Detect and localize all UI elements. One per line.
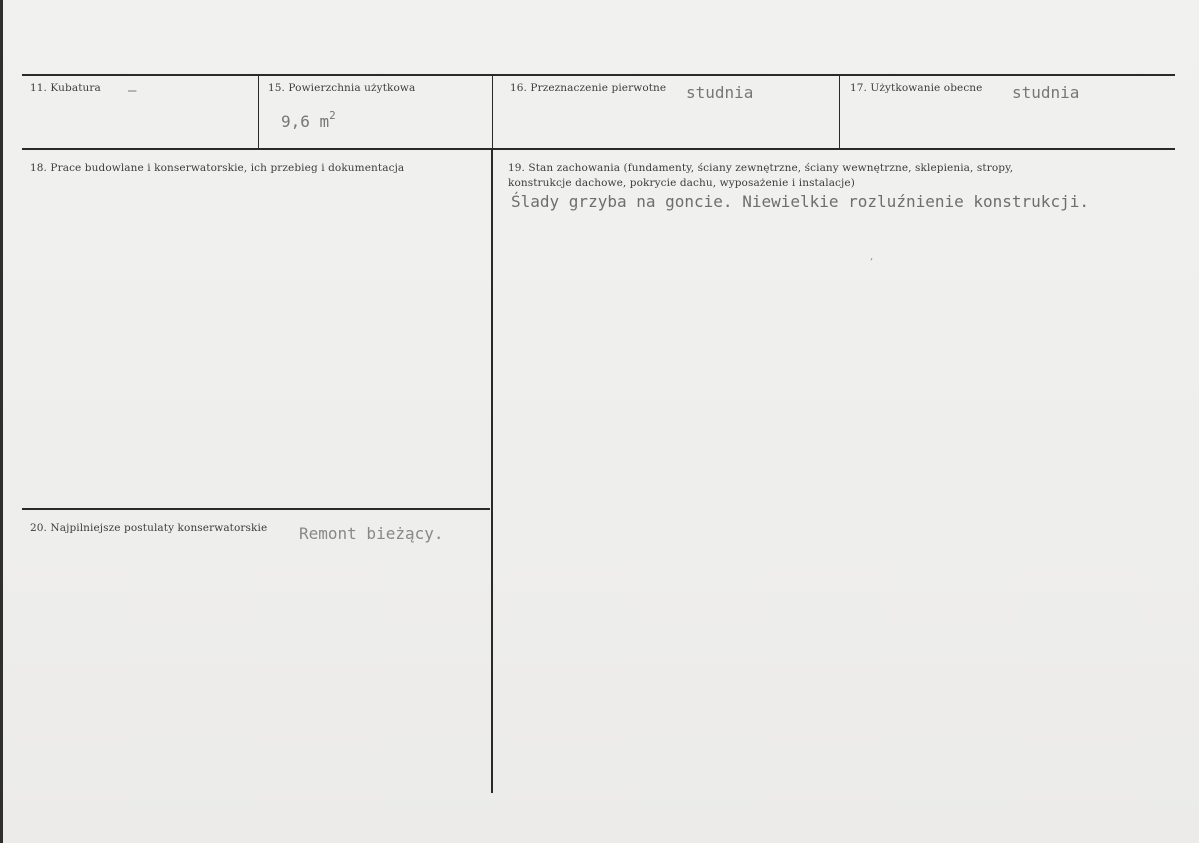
- field-20-value: Remont bieżący.: [299, 524, 444, 543]
- field-19-label-line2: konstrukcje dachowe, pokrycie dachu, wyposażenie i instalacje): [508, 177, 855, 189]
- divider-16-17: [839, 75, 840, 149]
- field-16-value: studnia: [686, 83, 754, 102]
- divider-11-15: [258, 75, 259, 149]
- field-11-value: –: [128, 83, 137, 99]
- section-20-rule: [22, 508, 490, 510]
- field-17-label: 17. Użytkowanie obecne: [850, 82, 983, 94]
- divider-main: [491, 150, 493, 793]
- field-15-value-text: 9,6 m: [281, 112, 330, 131]
- field-19-label-line1: 19. Stan zachowania (fundamenty, ściany zewnętrzne, ściany wewnętrzne, sklepienia, stropy,: [508, 162, 1014, 174]
- field-18-label: 18. Prace budowlane i konserwatorskie, ich przebieg i dokumentacja: [30, 162, 405, 174]
- field-11-label: 11. Kubatura: [30, 82, 101, 94]
- paper-speck: ‚: [870, 251, 874, 262]
- field-16-label: 16. Przeznaczenie pierwotne: [510, 82, 667, 94]
- top-rule: [22, 74, 1175, 76]
- divider-15-16: [492, 75, 493, 149]
- field-15-label: 15. Powierzchnia użytkowa: [268, 82, 416, 94]
- field-20-label: 20. Najpilniejsze postulaty konserwatorskie: [30, 522, 268, 534]
- field-17-value: studnia: [1012, 83, 1080, 102]
- field-15-value: [281, 109, 336, 131]
- field-19-value: Ślady grzyba na goncie. Niewielkie rozluźnienie konstrukcji.: [511, 192, 1089, 211]
- field-15-value-sup: 2: [329, 109, 336, 122]
- card-edge: [0, 0, 3, 843]
- mid-rule: [22, 148, 1175, 150]
